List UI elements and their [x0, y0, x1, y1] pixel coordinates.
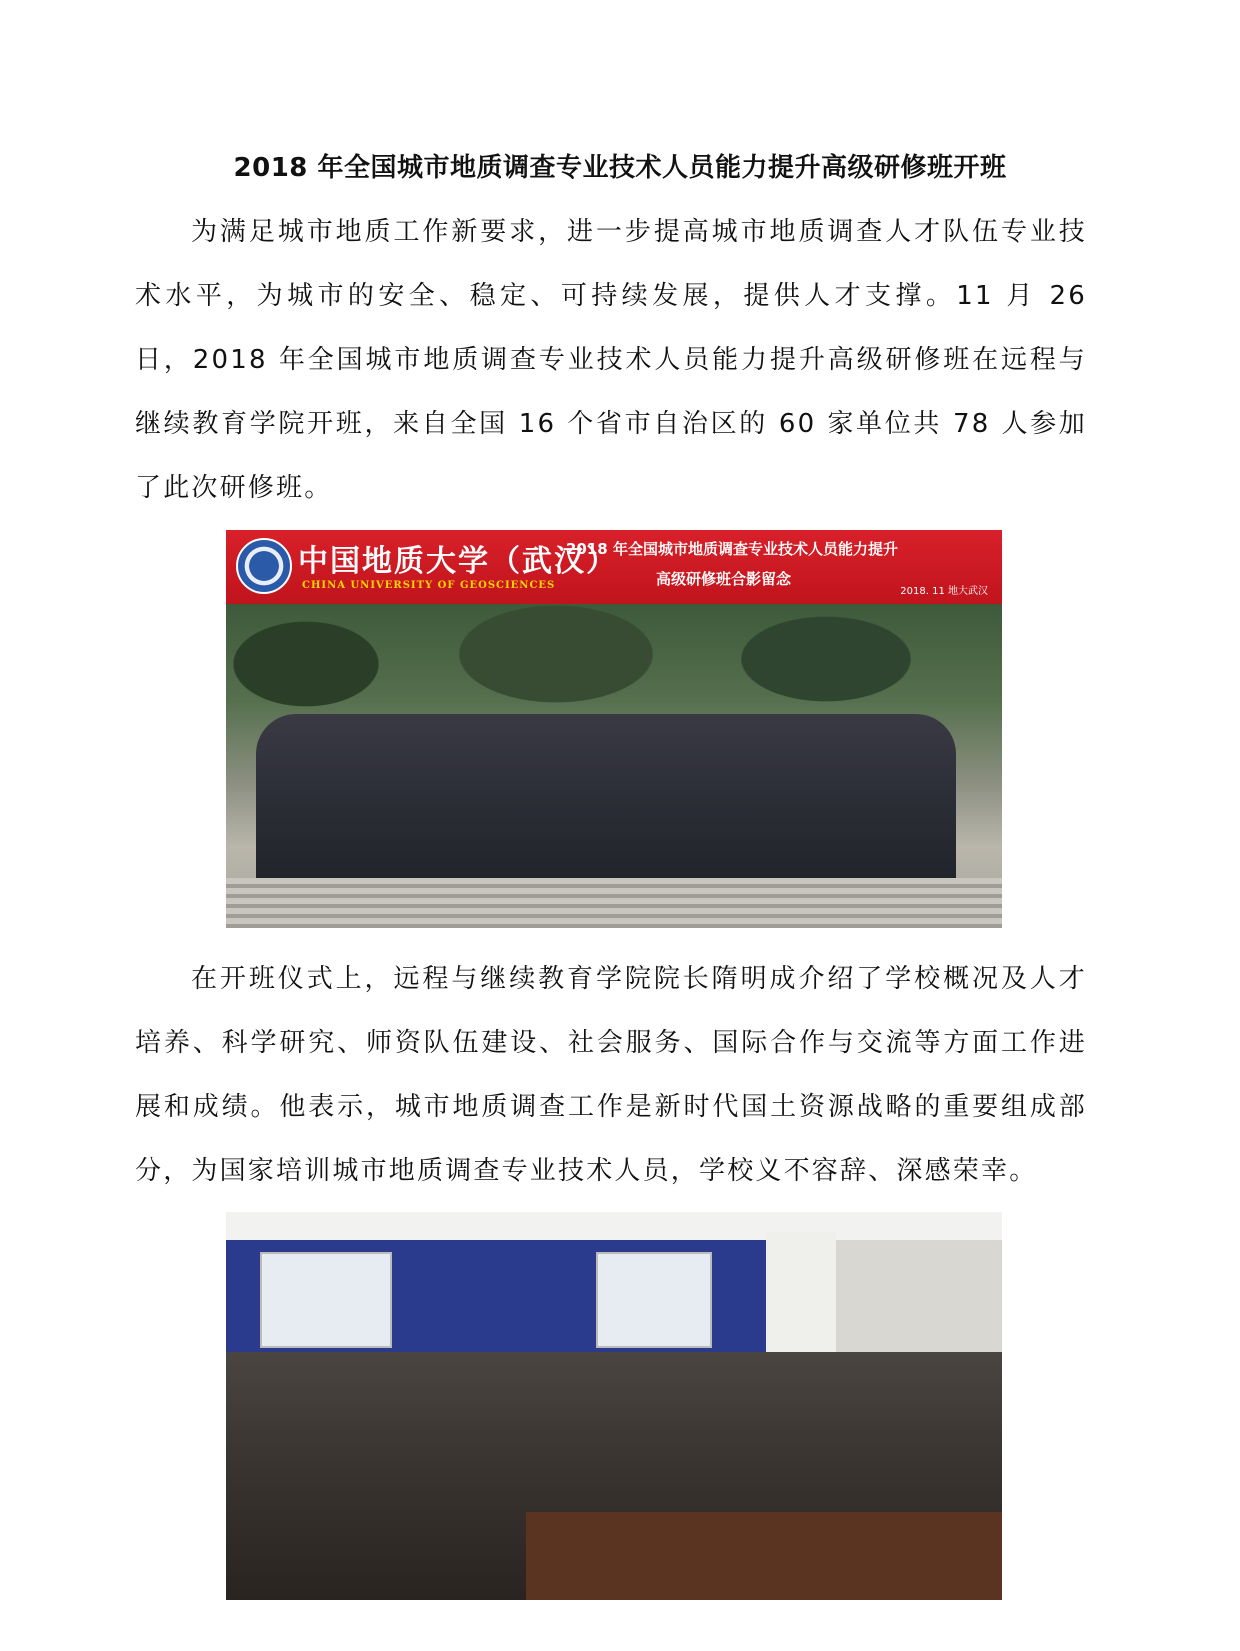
classroom-photo [226, 1212, 1002, 1600]
group-photo-scene [226, 604, 1002, 928]
classroom-scene [226, 1212, 1002, 1600]
university-emblem-icon [236, 538, 292, 594]
paragraph-intro: 为满足城市地质工作新要求，进一步提高城市地质调查人才队伍专业技术水平，为城市的安全、稳定、可持续发展，提供人才支撑。11 月 26 日，2018 年全国城市地质调查专业技术人员能力提升高级研修班在远程与继续教育学院开班，来自全国 16 个省市自治区的 60 家单位共 78 人参加了此次研修班。 [135, 217, 1087, 503]
desk-row [526, 1512, 1002, 1600]
participants-group [256, 714, 956, 904]
stone-steps [226, 878, 1002, 928]
group-photo [226, 530, 1002, 928]
projection-screen-left [260, 1252, 392, 1348]
page-title: 2018 年全国城市地质调查专业技术人员能力提升高级研修班开班 [233, 153, 1007, 183]
banner-university-name: 中国地质大学（武汉） [298, 544, 618, 579]
banner-date: 2018. 11 地大武汉 [900, 586, 988, 597]
ceiling [226, 1212, 1002, 1240]
paragraph-ceremony: 在开班仪式上，远程与继续教育学院院长隋明成介绍了学校概况及人才培养、科学研究、师资队伍建设、社会服务、国际合作与交流等方面工作进展和成绩。他表示，城市地质调查工作是新时代国土资源战略的重要组成部分，为国家培训城市地质调查专业技术人员，学校义不容辞、深感荣幸。 [135, 964, 1087, 1186]
banner-university-english: CHINA UNIVERSITY OF GEOSCIENCES [302, 580, 556, 591]
banner-title-line1: 2018 年全国城市地质调查专业技术人员能力提升 [566, 540, 898, 558]
photo-banner [226, 530, 1002, 604]
projection-screen-right [596, 1252, 712, 1348]
banner-title-line2: 高级研修班合影留念 [656, 570, 792, 588]
